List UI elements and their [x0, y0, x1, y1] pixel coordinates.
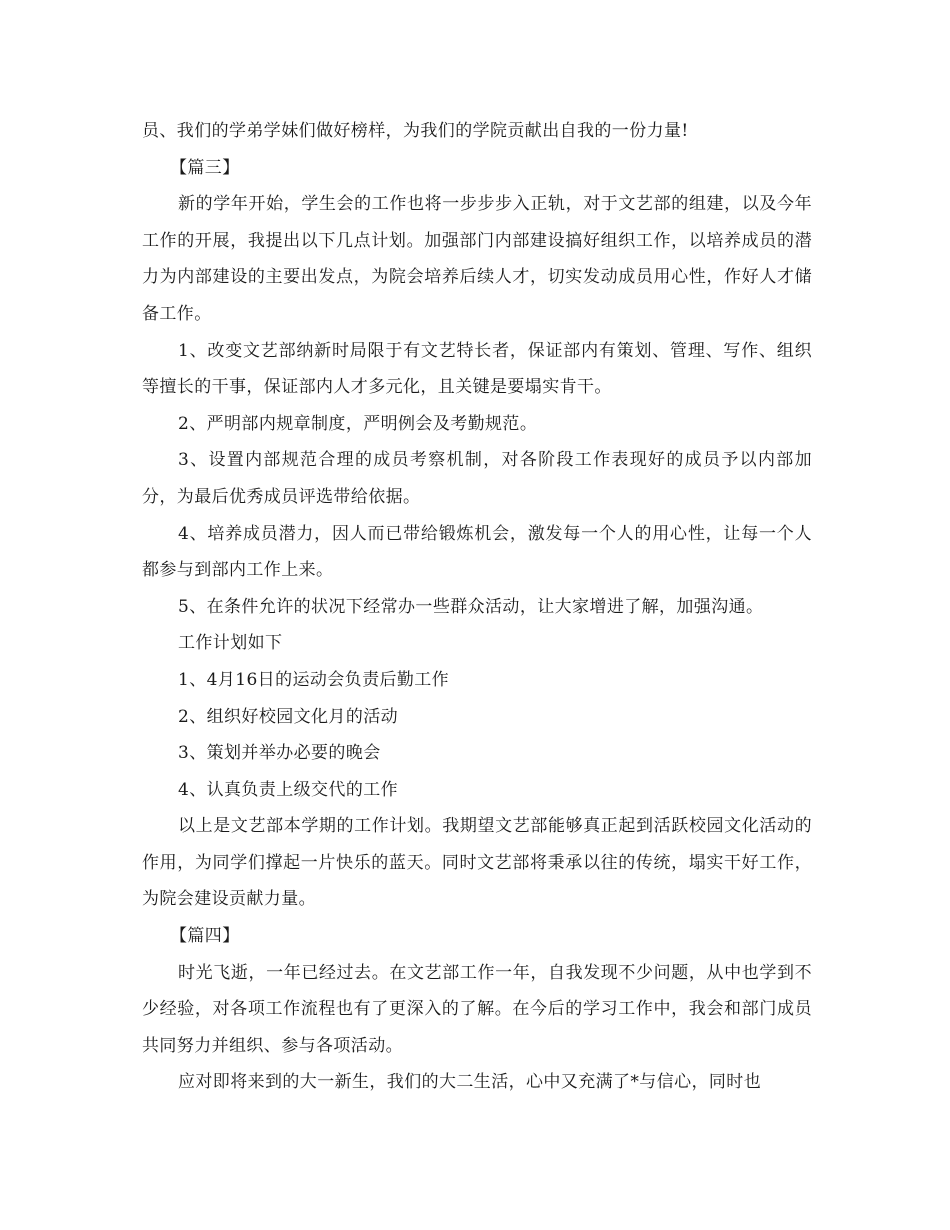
plan-item-2: 2、严明部内规章制度，严明例会及考勤规范。 [178, 413, 538, 434]
plan-item-5: 5、在条件允许的状况下经常办一些群众活动，让大家增进了解，加强沟通。 [178, 596, 764, 617]
paragraph-reflection: 时光飞逝，一年已经过去。在文艺部工作一年，自我发现不少问题，从中也学到不少经验，对各项工作流程也有了更深入的了解。在今后的学习工作中，我会和部门成员共同努力并组织、参与各项活动。 [142, 962, 812, 1056]
work-plan-item-1: 1、4月16日的运动会负责后勤工作 [178, 669, 450, 690]
paragraph-outlook: 应对即将来到的大一新生，我们的大二生活，心中又充满了*与信心，同时也 [178, 1072, 762, 1093]
plan-item-1: 1、改变文艺部纳新时局限于有文艺特长者，保证部内有策划、管理、写作、组织等擅长的干事，保证部内人才多元化，且关键是要塌实肯干。 [142, 340, 812, 398]
paragraph-summary: 以上是文艺部本学期的工作计划。我期望文艺部能够真正起到活跃校园文化活动的作用，为同学们撑起一片快乐的蓝天。同时文艺部将秉承以往的传统，塌实干好工作，为院会建设贡献力量。 [142, 816, 812, 910]
plan-item-4: 4、培养成员潜力，因人而已带给锻炼机会，激发每一个人的用心性，让每一个人都参与到部内工作上来。 [142, 523, 812, 581]
paragraph-intro: 新的学年开始，学生会的工作也将一步步步入正轨，对于文艺部的组建，以及今年工作的开展，我提出以下几点计划。加强部门内部建设搞好组织工作，以培养成员的潜力为内部建设的主要出发点，为院会培养后续人才，切实发动成员用心性，作好人才储备工作。 [142, 194, 812, 324]
work-plan-item-4: 4、认真负责上级交代的工作 [178, 779, 399, 800]
work-plan-title: 工作计划如下 [178, 633, 283, 654]
paragraph-continuation: 员、我们的学弟学妹们做好榜样，为我们的学院贡献出自我的一份力量! [142, 121, 689, 141]
work-plan-item-3: 3、策划并举办必要的晚会 [178, 743, 381, 764]
work-plan-item-2: 2、组织好校园文化月的活动 [178, 706, 399, 727]
document-body [142, 113, 812, 1101]
plan-item-3: 3、设置内部规范合理的成员考察机制，对各阶段工作表现好的成员予以内部加分，为最后优秀成员评选带给依据。 [142, 450, 812, 507]
section-heading-part-four: 【篇四】 [170, 926, 240, 947]
section-heading-part-three: 【篇三】 [170, 157, 240, 178]
